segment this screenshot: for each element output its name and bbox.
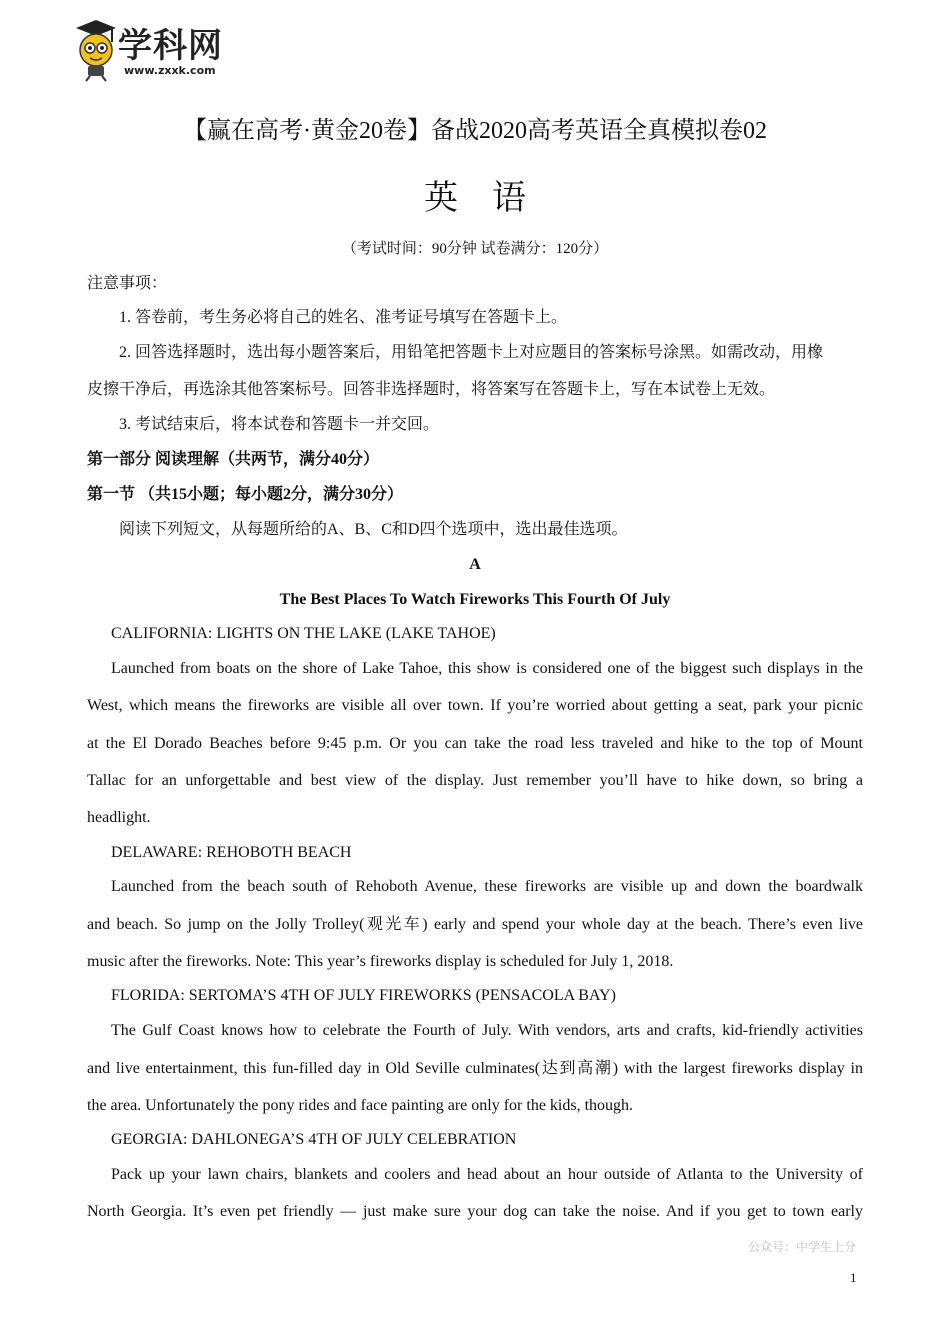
notice-item-1: 1. 答卷前，考生务必将自己的姓名、准考证号填写在答题卡上。: [119, 309, 568, 326]
paragraph-line: North Georgia. It’s even pet friendly — just make sure your dog can take the noise. And if you get to town early: [87, 1203, 863, 1220]
paragraph-line: Pack up your lawn chairs, blankets and coolers and head about an hour outside of Atlanta to the University of: [111, 1166, 863, 1183]
paragraph-line: headlight.: [87, 809, 151, 826]
mascot-icon: [72, 18, 118, 82]
paragraph-line: The Gulf Coast knows how to celebrate the Fourth of July. With vendors, arts and crafts, kid-friendly activities: [111, 1022, 863, 1039]
paragraph-line: and live entertainment, this fun-filled day in Old Seville culminates(达到高潮) with the largest fireworks display in: [87, 1060, 863, 1077]
paragraph-line: music after the fireworks. Note: This year’s fireworks display is scheduled for July 1, 2018.: [87, 953, 674, 970]
paragraph-line: the area. Unfortunately the pony rides and face painting are only for the kids, though.: [87, 1097, 634, 1114]
notice-item-3: 3. 考试结束后，将本试卷和答题卡一并交回。: [119, 416, 440, 433]
exam-title: 【赢在高考·黄金20卷】备战2020高考英语全真模拟卷02: [183, 118, 767, 144]
watermark: 公众号：中学生上分: [748, 1240, 857, 1254]
page-number: 1: [850, 1270, 857, 1285]
paragraph-line: West, which means the fireworks are visible all over town. If you’re worried about getting a seat, park your picnic: [87, 697, 863, 714]
paragraph-line: Launched from boats on the shore of Lake Tahoe, this show is considered one of the biggest such displays in the: [111, 660, 863, 677]
notice-heading: 注意事项：: [87, 275, 168, 292]
section-heading: 第一节 （共15小题；每小题2分，满分30分）: [87, 486, 404, 503]
paragraph-heading: FLORIDA: SERTOMA’S 4TH OF JULY FIREWORKS (PENSACOLA BAY): [111, 987, 616, 1004]
exam-info: （考试时间：90分钟 试卷满分：120分）: [341, 241, 609, 257]
paragraph-line: Tallac for an unforgettable and best view of the display. Just remember you’ll have to hike down, so bring a: [87, 772, 863, 789]
logo-text: 学科网: [118, 26, 223, 66]
notice-item-2: 2. 回答选择题时，选出每小题答案后，用铅笔把答题卡上对应题目的答案标号涂黑。如需改动，用橡: [119, 344, 824, 361]
passage-title: The Best Places To Watch Fireworks This Fourth Of July: [279, 591, 671, 608]
paragraph-heading: CALIFORNIA: LIGHTS ON THE LAKE (LAKE TAHOE): [111, 625, 496, 642]
site-logo: [72, 18, 232, 82]
paragraph-line: Launched from the beach south of Rehoboth Avenue, these fireworks are visible up and down the boardwalk: [111, 878, 863, 895]
passage-label: A: [469, 556, 481, 573]
paragraph-heading: GEORGIA: DAHLONEGA’S 4TH OF JULY CELEBRATION: [111, 1131, 517, 1148]
instruction: 阅读下列短文，从每题所给的A、B、C和D四个选项中，选出最佳选项。: [119, 521, 628, 538]
paragraph-line: at the El Dorado Beaches before 9:45 p.m. Or you can take the road less traveled and hike to the top of Mount: [87, 735, 863, 752]
subject-heading: 英语: [424, 180, 560, 217]
part-heading: 第一部分 阅读理解（共两节，满分40分）: [87, 451, 380, 468]
notice-item-2-cont: 皮擦干净后，再选涂其他答案标号。回答非选择题时，将答案写在答题卡上，写在本试卷上无效。: [87, 381, 776, 398]
paragraph-heading: DELAWARE: REHOBOTH BEACH: [111, 844, 352, 861]
logo-url: www.zxxk.com: [124, 64, 216, 77]
paragraph-line: and beach. So jump on the Jolly Trolley(观光车) early and spend your whole day at the beach. There’s even live: [87, 916, 863, 933]
